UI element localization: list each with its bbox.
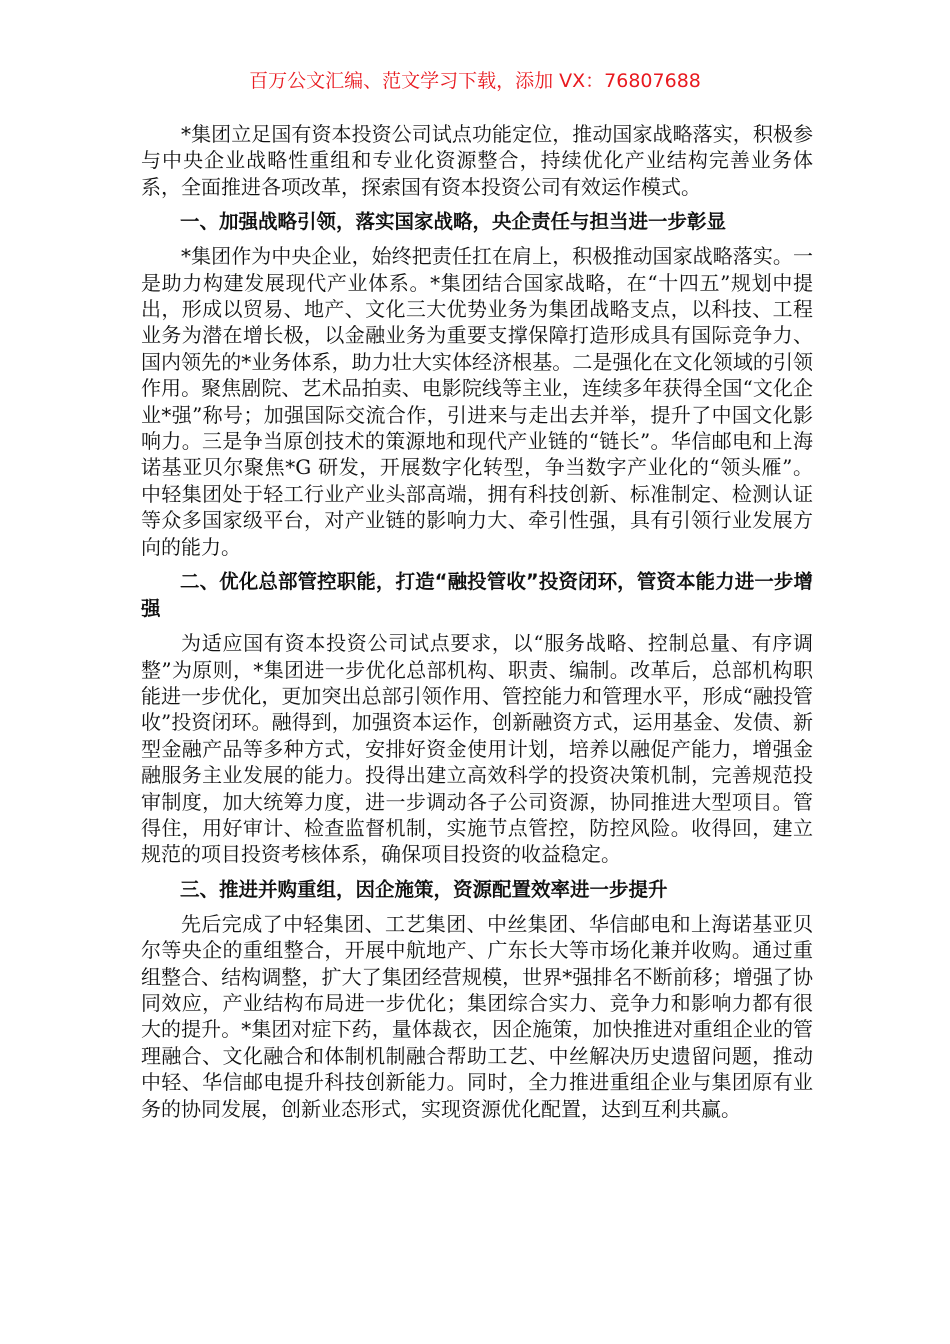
section-2-heading: 二、优化总部管控职能，打造“融投管收”投资闭环，管资本能力进一步增强 xyxy=(141,570,813,621)
document-body xyxy=(141,121,813,1122)
section-2-paragraph: 为适应国有资本投资公司试点要求，以“服务战略、控制总量、有序调整”为原则，*集团进一步优化总部机构、职责、编制。改革后，总部机构职能进一步优化，更加突出总部引领作用、管控能力和管理水平，形成“融投管收”投资闭环。融得到，加强资本运作，创新融资方式，运用基金、发债、新型金融产品等多种方式，安排好资金使用计划，培养以融促产能力，增强金融服务主业发展的能力。投得出建立高效科学的投资决策机制，完善规范投审制度，加大统筹力度，进一步调动各子公司资源，协同推进大型项目。管得住，用好审计、检查监督机制，实施节点管控，防控风险。收得回，建立规范的项目投资考核体系，确保项目投资的收益稳定。 xyxy=(141,631,813,867)
section-3-paragraph: 先后完成了中轻集团、工艺集团、中丝集团、华信邮电和上海诺基亚贝尔等央企的重组整合，开展中航地产、广东长大等市场化兼并收购。通过重组整合、结构调整，扩大了集团经营规模，世界*强排名不断前移；增强了协同效应，产业结构布局进一步优化；集团综合实力、竞争力和影响力都有很大的提升。*集团对症下药，量体裁衣，因企施策，加快推进对重组企业的管理融合、文化融合和体制机制融合帮助工艺、中丝解决历史遗留问题，推动中轻、华信邮电提升科技创新能力。同时，全力推进重组企业与集团原有业务的协同发展，创新业态形式，实现资源优化配置，达到互利共赢。 xyxy=(141,911,813,1121)
section-1-paragraph: *集团作为中央企业，始终把责任扛在肩上，积极推动国家战略落实。一是助力构建发展现代产业体系。*集团结合国家战略，在“十四五”规划中提出，形成以贸易、地产、文化三大优势业务为集团战略支点，以科技、工程业务为潜在增长极，以金融业务为重要支撑保障打造形成具有国际竞争力、国内领先的*业务体系，助力壮大实体经济根基。二是强化在文化领域的引领作用。聚焦剧院、艺术品拍卖、电影院线等主业，连续多年获得全国“文化企业*强”称号；加强国际交流合作，引进来与走出去并举，提升了中国文化影响力。三是争当原创技术的策源地和现代产业链的“链长”。华信邮电和上海诺基亚贝尔聚焦*G 研发，开展数字化转型，争当数字产业化的“领头雁”。中轻集团处于轻工行业产业头部高端，拥有科技创新、标准制定、检测认证等众多国家级平台，对产业链的影响力大、牵引性强，具有引领行业发展方向的能力。 xyxy=(141,244,813,559)
watermark-banner: 百万公文汇编、范文学习下载，添加 VX：76807688 xyxy=(249,70,701,92)
intro-paragraph: *集团立足国有资本投资公司试点功能定位，推动国家战略落实，积极参与中央企业战略性重组和专业化资源整合，持续优化产业结构完善业务体系，全面推进各项改革，探索国有资本投资公司有效运作模式。 xyxy=(141,122,813,199)
section-1-heading: 一、加强战略引领，落实国家战略，央企责任与担当进一步彰显 xyxy=(180,210,727,234)
section-3-heading: 三、推进并购重组，因企施策，资源配置效率进一步提升 xyxy=(180,877,668,901)
